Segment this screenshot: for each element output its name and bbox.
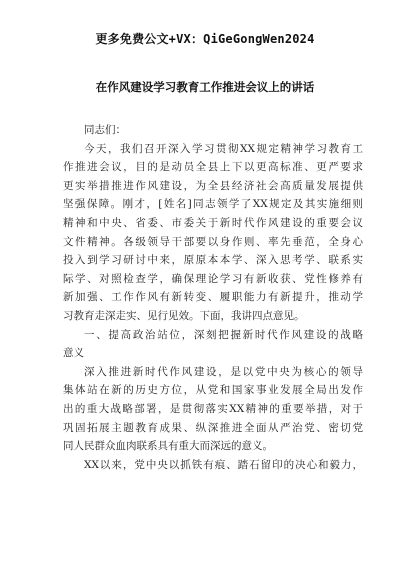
body-line: 坚强保障。刚才，[姓名]同志领学了XX规定及其实施细则 [63, 198, 363, 211]
body-line: 精神和中央、省委、市委关于新时代作风建设的重要会议 [63, 216, 363, 229]
body-line: 集体站在新的历史方位，从党和国家事业发展全局出发作 [63, 384, 363, 397]
body-line: 一、提高政治站位，深刻把握新时代作风建设的战略 [84, 328, 363, 341]
body-line: 意义 [63, 347, 84, 360]
body-line: 际学、对照检查学，确保理论学习有新收获、党性修养有 [63, 272, 363, 285]
body-line: 更实举措推进作风建设，为全县经济社会高质量发展提供 [63, 179, 363, 192]
body-line: 投入到学习研讨中来，原原本本学、深入思考学、联系实 [63, 254, 363, 267]
document-body [63, 121, 363, 474]
body-line: 新加强、工作作风有新转变、履职能力有新提升，推动学 [63, 291, 363, 304]
header-banner: 更多免费公文+VX：QiGeGongWen2024 [95, 32, 315, 46]
body-line: 文件精神。各级领导干部要以身作则、率先垂范，全身心 [63, 235, 363, 248]
body-line: 深入推进新时代作风建设，是以党中央为核心的领导 [84, 365, 363, 378]
body-line: 同志们： [84, 124, 126, 136]
body-line: 巩固拓展主题教育成果、纵深推进全面从严治党、密切党 [63, 421, 363, 434]
body-line: XX以来，党中央以抓铁有痕、踏石留印的决心和毅力， [84, 458, 363, 471]
body-line: 作推进会议，目的是动员全县上下以更高标准、更严要求 [63, 161, 363, 174]
body-line: 今天，我们召开深入学习贯彻XX规定精神学习教育工 [84, 142, 363, 155]
document-title: 在作风建设学习教育工作推进会议上的讲话 [95, 80, 315, 94]
body-line: 出的重大战略部署，是贯彻落实XX精神的重要举措，对于 [63, 402, 363, 415]
body-line: 同人民群众血肉联系具有重大而深远的意义。 [63, 440, 273, 453]
body-line: 习教育走深走实、见行见效。下面，我讲四点意见。 [63, 309, 305, 322]
